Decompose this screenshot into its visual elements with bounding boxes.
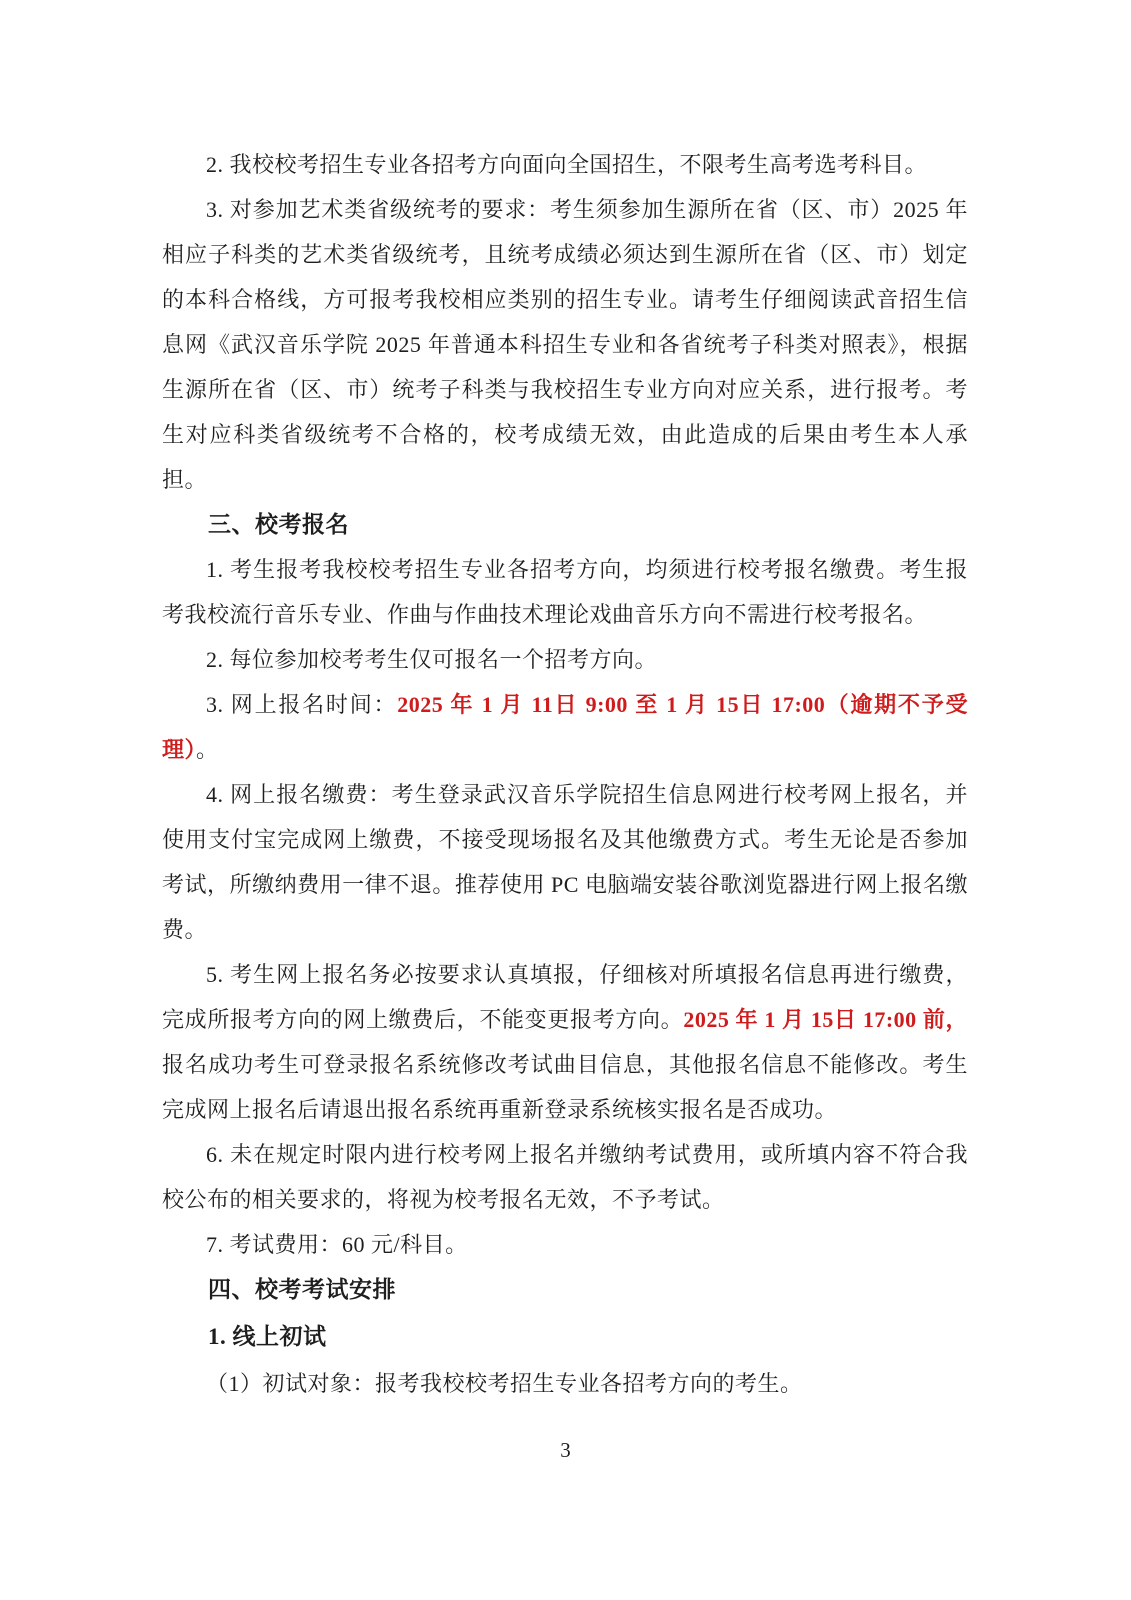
paragraph-registration-item2: 2. 每位参加校考考生仅可报名一个招考方向。	[206, 647, 658, 672]
page-number: 3	[560, 1438, 571, 1462]
section-heading-exam-schedule: 四、校考考试安排	[208, 1276, 396, 1302]
paragraph-registration-invalid: 6. 未在规定时限内进行校考网上报名并缴纳考试费用，或所填内容不符合我校公布的相关要求的，将视为校考报名无效，不予考试。	[162, 1142, 968, 1212]
paragraph-registration-payment: 4. 网上报名缴费：考生登录武汉音乐学院招生信息网进行校考网上报名，并使用支付宝完成网上缴费，不接受现场报名及其他缴费方式。考生无论是否参加考试，所缴纳费用一律不退。推荐使用 PC 电脑端安装谷歌浏览器进行网上报名缴费。	[162, 782, 968, 942]
paragraph-preliminary-target: （1）初试对象：报考我校校考招生专业各招考方向的考生。	[206, 1371, 803, 1396]
paragraph-provincial-exam-requirement: 3. 对参加艺术类省级统考的要求：考生须参加生源所在省（区、市）2025 年相应子科类的艺术类省级统考，且统考成绩必须达到生源所在省（区、市）划定的本科合格线，方可报考我校相应类别的招生专业。请考生仔细阅读武音招生信息网《武汉音乐学院 2025 年普通本科招生专业和各省统考子科类对照表》，根据生源所在省（区、市）统考子科类与我校招生专业方向对应关系，进行报考。考生对应科类省级统考不合格的，校考成绩无效，由此造成的后果由考生本人承担。	[162, 197, 968, 492]
paragraph-registration-check	[162, 952, 968, 1132]
paragraph-nationwide-scope: 2. 我校校考招生专业各招考方向面向全国招生，不限考生高考选考科目。	[206, 152, 928, 177]
paragraph-registration-time	[162, 682, 968, 772]
registration-time-highlight: 2025 年 1 月 11日 9:00 至 1 月 15日 17:00（逾期不予受理）	[162, 692, 968, 762]
modify-deadline-highlight: 2025 年 1 月 15日 17:00 前，	[683, 1007, 968, 1032]
paragraph-registration-item1: 1. 考生报考我校校考招生专业各招考方向，均须进行校考报名缴费。考生报考我校流行音乐专业、作曲与作曲技术理论戏曲音乐方向不需进行校考报名。	[162, 557, 968, 627]
section-heading-registration: 三、校考报名	[208, 511, 349, 537]
document-body	[162, 142, 968, 1406]
paragraph-exam-fee: 7. 考试费用：60 元/科目。	[206, 1232, 468, 1257]
registration-time-label: 3. 网上报名时间：	[206, 692, 398, 717]
sub-heading-online-preliminary: 1. 线上初试	[208, 1324, 327, 1349]
registration-check-part1: 5. 考生网上报名务必按要求认真填报，仔细核对所填报名信息再进行缴费，完成所报考方向的网上缴费后，不能变更报考方向。	[162, 962, 968, 1032]
registration-check-part2: 报名成功考生可登录报名系统修改考试曲目信息，其他报名信息不能修改。考生完成网上报名后请退出报名系统再重新登录系统核实报名是否成功。	[162, 1052, 968, 1122]
registration-time-period: 。	[196, 737, 219, 762]
